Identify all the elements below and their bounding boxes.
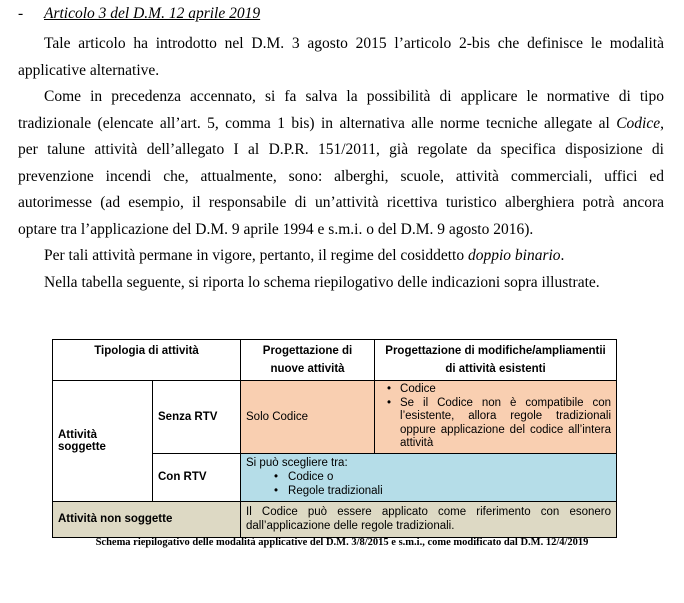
esistenti-bullet-list bbox=[380, 383, 611, 451]
p1-line-2: applicative alternative. bbox=[18, 61, 160, 79]
heading-dash: - bbox=[18, 5, 24, 22]
p2-line-5: autorimesse (ad esempio, il responsabile di un’attività ricettiva turistico alberghiera potrà ancora bbox=[18, 194, 664, 211]
cell-non-soggette-text: Il Codice può essere applicato come riferimento con esonero dall’applicazione delle regole tradizionali. bbox=[241, 501, 617, 537]
p2-line-2 bbox=[18, 111, 664, 138]
paragraph-3 bbox=[18, 243, 664, 270]
paragraph-1 bbox=[18, 31, 664, 84]
cell-esistenti-options bbox=[375, 381, 617, 454]
con-rtv-option-list bbox=[246, 470, 611, 499]
table-caption: Schema riepilogativo delle modalità applicative del D.M. 3/8/2015 e s.m.i., come modificato dal D.M. 12/4/2019 bbox=[95, 537, 589, 548]
header-nuove: Progettazione di nuove attività bbox=[241, 340, 375, 381]
p2-codice-italic: Codice bbox=[616, 114, 661, 132]
p2-line-1: Come in precedenza accennato, si fa salva la possibilità di applicare le normative di tipo bbox=[44, 88, 664, 105]
list-item: • Regole tradizionali bbox=[288, 484, 611, 499]
list-item: • Codice bbox=[400, 383, 611, 397]
cell-senza-rtv: Senza RTV bbox=[153, 381, 241, 454]
p3-doppio-binario: doppio binario bbox=[467, 247, 561, 264]
cell-attivita-non-soggette: Attività non soggette bbox=[53, 501, 241, 537]
list-item: • Se il Codice non è compatibile con l’esistente, allora regole tradizionali oppure applicazione del codice all’intera attività bbox=[400, 397, 611, 451]
heading-title: Articolo 3 del D.M. 12 aprile 2019 bbox=[44, 5, 261, 22]
p2-line-2-a: tradizionale (elencate all’art. 5, comma 1 bis) in alternativa alle norme tecniche allegate al bbox=[18, 114, 617, 132]
p2-line-3: per talune attività dell’allegato I al D.P.R. 151/2011, già regolate da specifica disposizione di bbox=[18, 141, 664, 158]
p3-text-a: Per tali attività permane in vigore, pertanto, il regime del cosiddetto bbox=[44, 247, 468, 264]
con-rtv-intro: Si può scegliere tra: bbox=[246, 456, 348, 469]
cell-solo-codice: Solo Codice bbox=[241, 381, 375, 454]
table-header-row bbox=[53, 340, 617, 381]
summary-table bbox=[52, 339, 617, 538]
table-row-non-soggette bbox=[53, 501, 617, 537]
p2-line-4: prevenzione incendi che, attualmente, sono: alberghi, scuole, attività commerciali, uffici ed bbox=[18, 167, 664, 185]
paragraph-2 bbox=[18, 84, 664, 243]
cell-attivita-soggette: Attività soggette bbox=[53, 381, 153, 502]
header-esistenti: Progettazione di modifiche/ampliamentii di attività esistenti bbox=[375, 340, 617, 381]
p3-text-c: . bbox=[560, 247, 565, 264]
header-tipologia: Tipologia di attività bbox=[53, 340, 241, 381]
p1-line-1: Tale articolo ha introdotto nel D.M. 3 agosto 2015 l’articolo 2-bis che definisce le modalità bbox=[44, 35, 664, 52]
table-row-senza-rtv bbox=[53, 381, 617, 454]
list-item: • Codice o bbox=[288, 470, 611, 485]
p2-line-6: optare tra l’applicazione del D.M. 9 aprile 1994 e s.m.i. o del D.M. 9 agosto 2016). bbox=[18, 220, 534, 238]
cell-con-rtv: Con RTV bbox=[153, 453, 241, 501]
section-heading bbox=[18, 5, 260, 23]
cell-con-rtv-options bbox=[241, 453, 617, 501]
p2-line-2-c: , bbox=[660, 114, 664, 132]
paragraph-4: Nella tabella seguente, si riporta lo schema riepilogativo delle indicazioni sopra illustrate. bbox=[44, 274, 600, 291]
